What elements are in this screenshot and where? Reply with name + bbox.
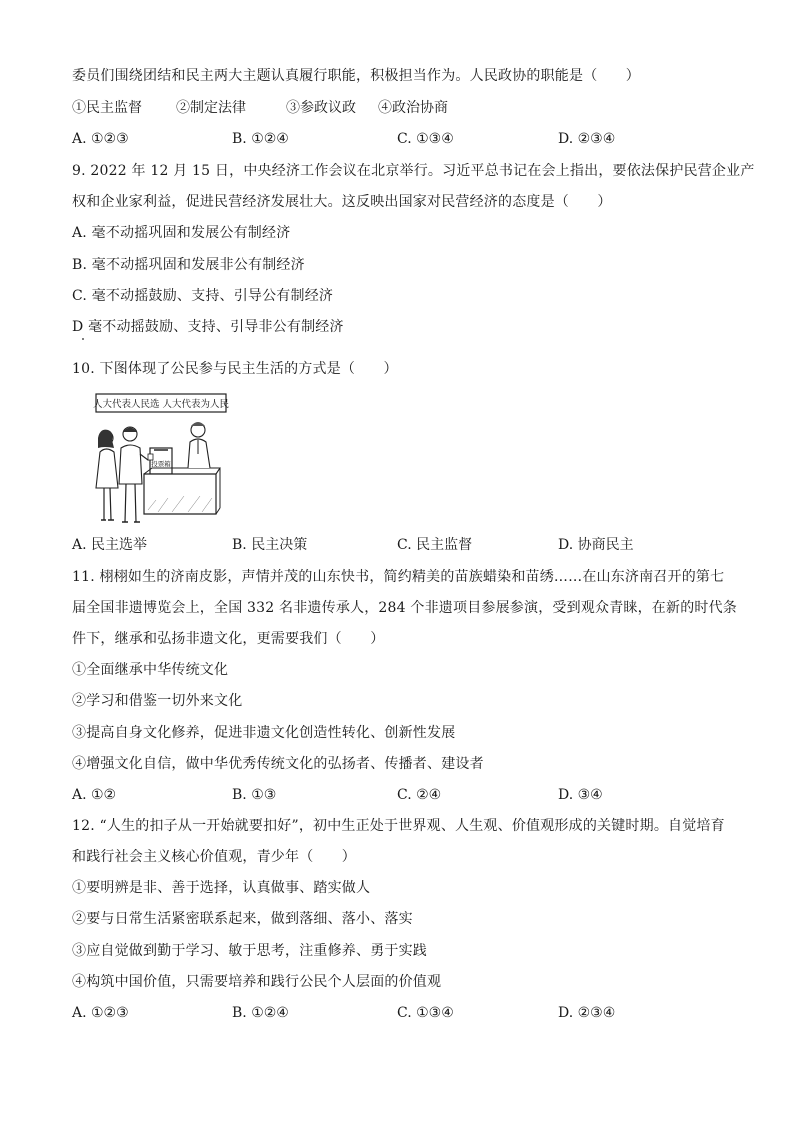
q9-option-a[interactable]: A. 毫不动摇巩固和发展公有制经济 [72,225,291,241]
q9-stem-line-2: 权和企业家利益，促进民营经济发展壮大。这反映出国家对民营经济的态度是（ ） [72,194,612,210]
banner-text: 人大代表人民选 人大代表为人民 [92,399,230,410]
q12-option-d[interactable]: D. ②③④ [558,1005,616,1021]
q12-item-2: ②要与日常生活紧密联系起来，做到落细、落小、落实 [72,911,413,927]
q9-option-c[interactable]: C. 毫不动摇鼓励、支持、引导公有制经济 [72,288,334,304]
q8-options [72,130,712,148]
q9-stem-line-1: 9. 2022 年 12 月 15 日，中央经济工作会议在北京举行。习近平总书记在会上指出，要依法保护民营企业产 [72,163,755,179]
q11-item-2: ②学习和借鉴一切外来文化 [72,693,243,709]
q8-option-c[interactable]: C. ①③④ [397,131,454,147]
q11-option-a[interactable]: A. ①② [72,787,117,803]
q12-option-a[interactable]: A. ①②③ [72,1005,129,1021]
scan-dot [82,338,84,340]
q12-option-b[interactable]: B. ①②④ [232,1005,289,1021]
q9-option-d[interactable]: D 毫不动摇鼓励、支持、引导非公有制经济 [72,319,344,335]
q10-option-c[interactable]: C. 民主监督 [397,537,473,553]
q8-item-3: ③参政议政 [286,100,356,116]
q8-option-a[interactable]: A. ①②③ [72,131,129,147]
q11-stem-line-2: 届全国非遗博览会上，全国 332 名非遗传承人，284 个非遗项目参展参演，受到观众青睐，在新的时代条 [72,600,737,616]
q8-stem: 委员们围绕团结和民主两大主题认真履行职能，积极担当作为。人民政协的职能是（ ） [72,68,640,84]
q8-items [72,99,712,117]
q10-stem: 10. 下图体现了公民参与民主生活的方式是（ ） [72,361,398,377]
q8-item-4: ④政治协商 [378,100,448,116]
q11-option-c[interactable]: C. ②④ [397,787,442,803]
ballot-box-label: 投票箱 [151,460,171,468]
q8-option-d[interactable]: D. ②③④ [558,131,616,147]
q12-option-c[interactable]: C. ①③④ [397,1005,454,1021]
q11-item-1: ①全面继承中华传统文化 [72,662,229,678]
q11-option-d[interactable]: D. ③④ [558,787,603,803]
q12-stem-line-1: 12. “人生的扣子从一开始就要扣好”，初中生正处于世界观、人生观、价值观形成的关键时期。自觉培育 [72,818,725,834]
q10-option-b[interactable]: B. 民主决策 [232,537,308,553]
q12-stem-line-2: 和践行社会主义核心价值观，青少年（ ） [72,849,356,865]
q10-option-a[interactable]: A. 民主选举 [72,537,148,553]
voting-illustration [92,390,232,528]
q9-option-b[interactable]: B. 毫不动摇巩固和发展非公有制经济 [72,257,305,273]
q11-item-3: ③提高自身文化修养，促进非遗文化创造性转化、创新性发展 [72,725,456,741]
q8-item-2: ②制定法律 [176,100,246,116]
q12-item-1: ①要明辨是非、善于选择，认真做事、踏实做人 [72,880,371,896]
q12-item-4: ④构筑中国价值，只需要培养和践行公民个人层面的价值观 [72,974,442,990]
q10-options [72,536,712,554]
q8-item-1: ①民主监督 [72,100,142,116]
q11-stem-line-1: 11. 栩栩如生的济南皮影，声情并茂的山东快书，简约精美的苗族蜡染和苗绣……在山东济南召开的第七 [72,569,725,585]
q8-option-b[interactable]: B. ①②④ [232,131,289,147]
q11-item-4: ④增强文化自信，做中华优秀传统文化的弘扬者、传播者、建设者 [72,756,484,772]
q10-option-d[interactable]: D. 协商民主 [558,537,634,553]
table [144,474,216,514]
q12-item-3: ③应自觉做到勤于学习、敏于思考，注重修养、勇于实践 [72,943,427,959]
q11-option-b[interactable]: B. ①③ [232,787,277,803]
q11-options [72,786,712,804]
q11-stem-line-3: 件下，继承和弘扬非遗文化，更需要我们（ ） [72,631,385,647]
q12-options [72,1004,712,1022]
